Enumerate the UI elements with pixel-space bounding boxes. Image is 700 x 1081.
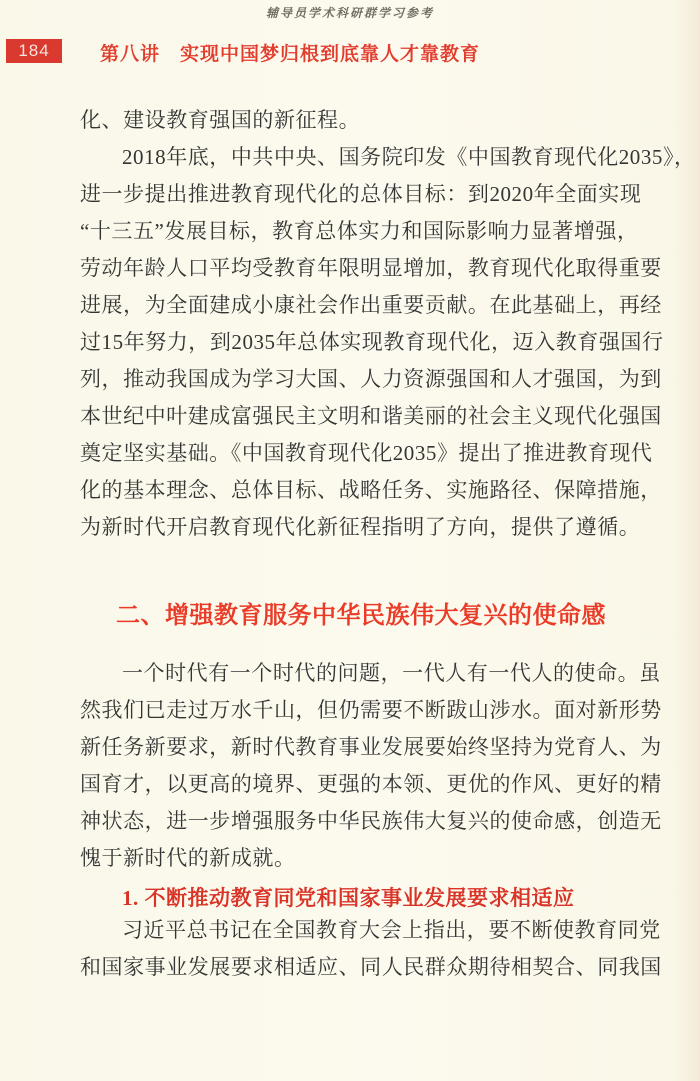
body-line: 化、建设教育强国的新征程。 — [80, 108, 361, 132]
body-line: 列，推动我国成为学习大国、人力资源强国和人才强国，为到 — [80, 367, 662, 391]
page-number-badge: 184 — [6, 39, 62, 63]
body-line: 本世纪中叶建成富强民主文明和谐美丽的社会主义现代化强国 — [80, 404, 662, 428]
body-line: 进一步提出推进教育现代化的总体目标：到2020年全面实现 — [80, 182, 642, 206]
body-line: 习近平总书记在全国教育大会上指出，要不断使教育同党 — [122, 918, 661, 942]
body-line: 新任务新要求，新时代教育事业发展要始终坚持为党育人、为 — [80, 735, 662, 759]
body-line: 2018年底，中共中央、国务院印发《中国教育现代化2035》， — [122, 145, 696, 169]
body-line: 国育才，以更高的境界、更强的本领、更优的作风、更好的精 — [80, 772, 662, 796]
body-line: 神状态，进一步增强服务中华民族伟大复兴的使命感，创造无 — [80, 809, 662, 833]
body-line: 化的基本理念、总体目标、战略任务、实施路径、保障措施， — [80, 478, 662, 502]
body-line: 奠定坚实基础。《中国教育现代化2035》提出了推进教育现代 — [80, 441, 653, 465]
body-line: 过15年努力，到2035年总体实现教育现代化，迈入教育强国行 — [80, 330, 664, 354]
chapter-header-bar — [0, 38, 700, 64]
body-line: 为新时代开启教育现代化新征程指明了方向，提供了遵循。 — [80, 515, 641, 539]
running-head: 辅导员学术科研群学习参考 — [265, 6, 434, 20]
chapter-title: 第八讲 实现中国梦归根到底靠人才靠教育 — [100, 44, 481, 65]
body-line: 进展，为全面建成小康社会作出重要贡献。在此基础上，再经 — [80, 293, 662, 317]
body-line: 愧于新时代的新成就。 — [80, 846, 296, 870]
body-line: 一个时代有一个时代的问题，一代人有一代人的使命。虽 — [122, 661, 661, 685]
body-line: 劳动年龄人口平均受教育年限明显增加，教育现代化取得重要 — [80, 256, 662, 280]
section-heading: 二、增强教育服务中华民族伟大复兴的使命感 — [116, 602, 606, 629]
body-line: “十三五”发展目标，教育总体实力和国际影响力显著增强， — [80, 219, 639, 243]
paragraph-1 — [80, 102, 696, 546]
body-line: 和国家事业发展要求相适应、同人民群众期待相契合、同我国 — [80, 955, 662, 979]
paragraph-3 — [80, 912, 662, 986]
paragraph-2 — [80, 655, 662, 877]
numbered-subheading: 1. 不断推动教育同党和国家事业发展要求相适应 — [122, 886, 575, 910]
body-line: 然我们已走过万水千山，但仍需要不断跋山涉水。面对新形势 — [80, 698, 662, 722]
